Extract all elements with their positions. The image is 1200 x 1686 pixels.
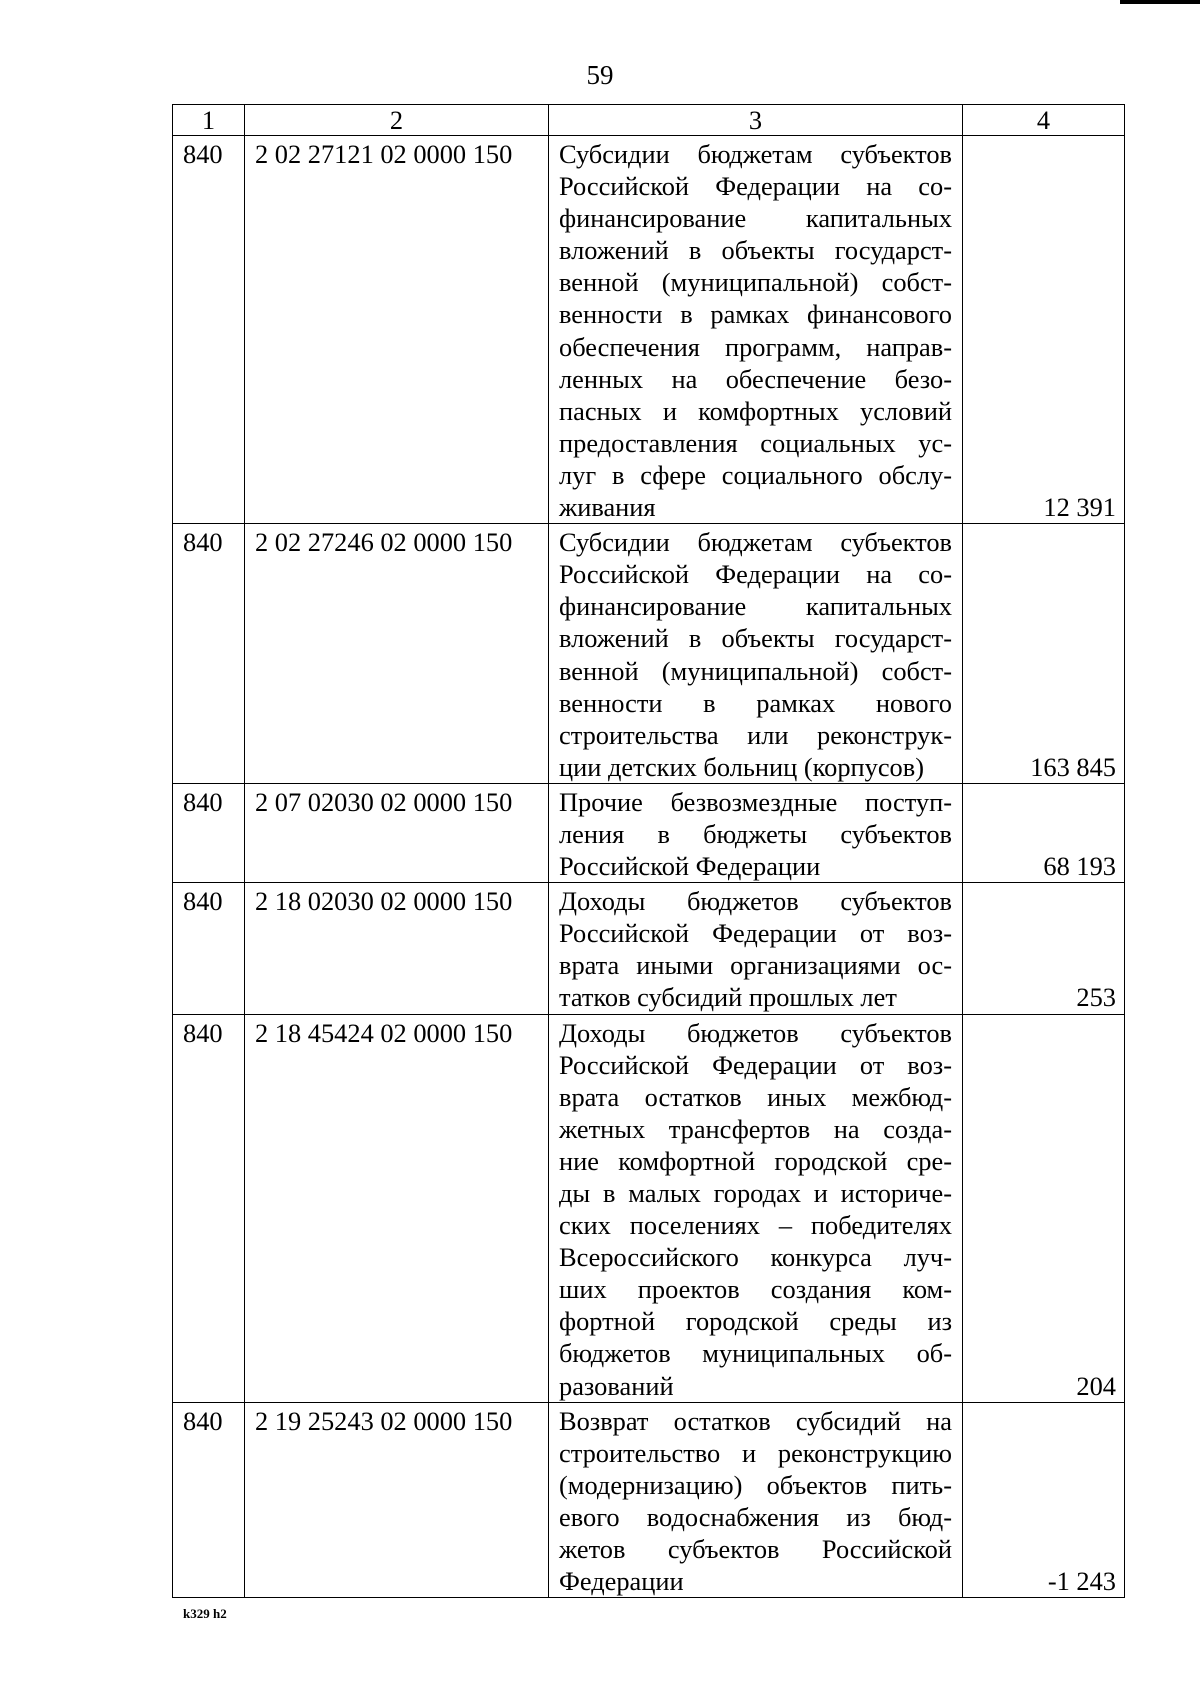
description-line: ших проектов создания ком-: [559, 1274, 952, 1305]
description-line: венной (муниципальной) собст-: [559, 655, 952, 686]
description-line: пасных и комфортных условий: [559, 395, 952, 426]
description-line: Российской Федерации на со-: [559, 171, 952, 202]
grantor-code-cell: 840: [173, 136, 245, 524]
description-line: Доходы бюджетов субъектов: [559, 1017, 952, 1048]
description-line: фортной городской среды из: [559, 1306, 952, 1337]
table-row: [173, 783, 1125, 882]
description-line: Российской Федерации на со-: [559, 559, 952, 590]
page-number: 59: [586, 60, 614, 90]
grantor-code-cell: 840: [173, 883, 245, 1014]
amount-cell: 253: [963, 883, 1125, 1014]
footer-code: k329 h2: [183, 1606, 227, 1621]
budget-code-cell: 2 18 45424 02 0000 150: [245, 1014, 549, 1402]
description-line: финансирование капитальных: [559, 203, 952, 234]
grantor-code-cell: 840: [173, 524, 245, 784]
description-line: венности в рамках нового: [559, 687, 952, 718]
table-row: [173, 136, 1125, 524]
description-line: венности в рамках финансового: [559, 299, 952, 330]
description-line: врата иными организациями ос-: [559, 950, 952, 981]
description-line: Всероссийского конкурса луч-: [559, 1242, 952, 1273]
table-header: [173, 105, 1125, 136]
table-row: [173, 1014, 1125, 1402]
amount-cell: 12 391: [963, 136, 1125, 524]
description-line: Российской Федерации от воз-: [559, 918, 952, 949]
description-line: бюджетов муниципальных об-: [559, 1338, 952, 1369]
table-row: [173, 524, 1125, 784]
description-line: финансирование капитальных: [559, 591, 952, 622]
description-line: Возврат остатков субсидий на: [559, 1405, 952, 1436]
description-line: ления в бюджеты субъектов: [559, 818, 952, 849]
header-col-3: 3: [549, 105, 963, 136]
description-line: Прочие безвозмездные поступ-: [559, 786, 952, 817]
scan-edge-mark: [1120, 0, 1200, 4]
description-line: предоставления социальных ус-: [559, 427, 952, 458]
description-line: строительство и реконструкцию: [559, 1437, 952, 1468]
description-line: ленных на обеспечение безо-: [559, 363, 952, 394]
grantor-code-cell: 840: [173, 1402, 245, 1598]
description-line: вложений в объекты государст-: [559, 235, 952, 266]
description-cell: [549, 1402, 963, 1598]
description-cell: [549, 524, 963, 784]
budget-code-cell: 2 18 02030 02 0000 150: [245, 883, 549, 1014]
description-line: (модернизацию) объектов пить-: [559, 1469, 952, 1500]
description-line: Субсидии бюджетам субъектов: [559, 527, 952, 558]
description-line: Российской Федерации: [559, 851, 821, 882]
amount-cell: -1 243: [963, 1402, 1125, 1598]
description-cell: [549, 1014, 963, 1402]
description-line: живания: [559, 492, 656, 523]
description-line: ских поселениях – победителях: [559, 1210, 952, 1241]
table-row: [173, 883, 1125, 1014]
description-line: ды в малых городах и историче-: [559, 1178, 952, 1208]
description-line: жетов субъектов Российской: [559, 1534, 952, 1565]
description-line: вложений в объекты государст-: [559, 623, 952, 654]
grantor-code-cell: 840: [173, 783, 245, 882]
description-line: разований: [559, 1370, 674, 1401]
revenue-table: [172, 104, 1125, 1598]
description-cell: [549, 136, 963, 524]
budget-code-cell: 2 07 02030 02 0000 150: [245, 783, 549, 882]
description-line: Федерации: [559, 1566, 684, 1597]
description-line: жетных трансфертов на созда-: [559, 1113, 952, 1144]
budget-code-cell: 2 02 27121 02 0000 150: [245, 136, 549, 524]
grantor-code-cell: 840: [173, 1014, 245, 1402]
description-line: Доходы бюджетов субъектов: [559, 886, 952, 917]
amount-cell: 204: [963, 1014, 1125, 1402]
description-line: ции детских больниц (корпусов): [559, 751, 924, 782]
amount-cell: 68 193: [963, 783, 1125, 882]
description-line: венной (муниципальной) собст-: [559, 267, 952, 298]
header-col-4: 4: [963, 105, 1125, 136]
description-line: строительства или реконструк-: [559, 719, 952, 750]
header-col-2: 2: [245, 105, 549, 136]
header-row: [173, 105, 1125, 136]
description-line: врата остатков иных межбюд-: [559, 1081, 952, 1112]
header-col-1: 1: [173, 105, 245, 136]
table-body: [173, 136, 1125, 1598]
budget-code-cell: 2 19 25243 02 0000 150: [245, 1402, 549, 1598]
description-line: Субсидии бюджетам субъектов: [559, 139, 952, 169]
description-line: евого водоснабжения из бюд-: [559, 1501, 952, 1532]
description-line: луг в сфере социального обслу-: [559, 459, 952, 490]
description-cell: [549, 883, 963, 1014]
description-line: татков субсидий прошлых лет: [559, 982, 897, 1013]
description-line: обеспечения программ, направ-: [559, 331, 952, 362]
description-line: Российской Федерации от воз-: [559, 1049, 952, 1080]
table-row: [173, 1402, 1125, 1598]
amount-cell: 163 845: [963, 524, 1125, 784]
budget-code-cell: 2 02 27246 02 0000 150: [245, 524, 549, 784]
description-line: ние комфортной городской сре-: [559, 1145, 952, 1176]
description-cell: [549, 783, 963, 882]
